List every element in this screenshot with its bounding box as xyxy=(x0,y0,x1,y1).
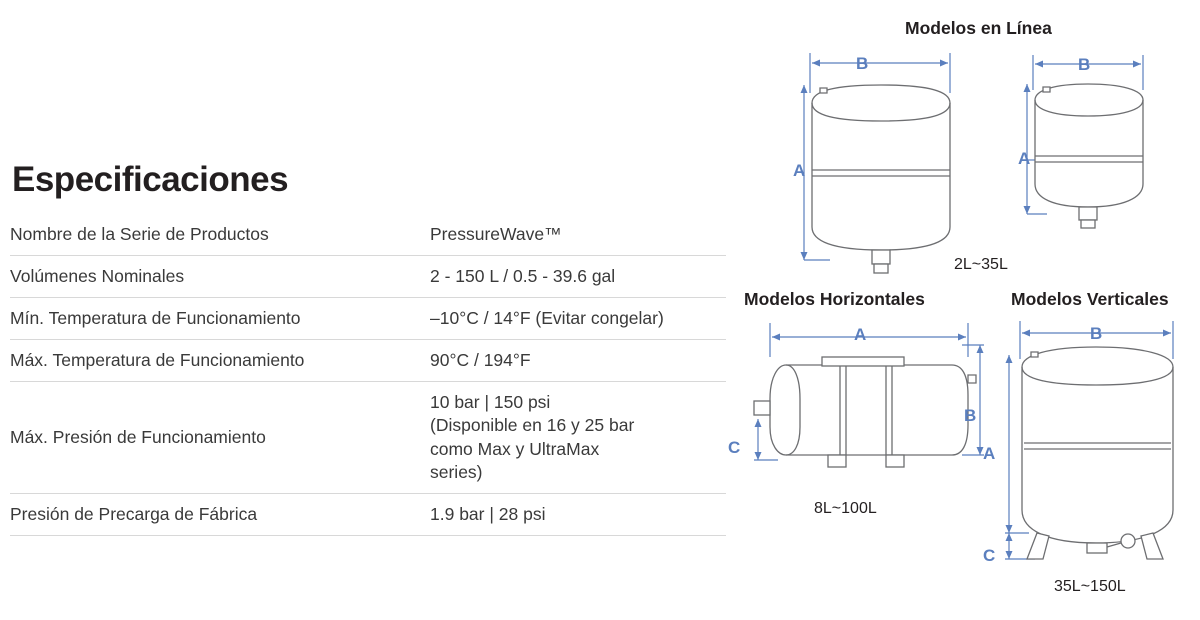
vertical-tank-drawing xyxy=(995,315,1200,575)
table-row xyxy=(10,214,726,256)
inline-models-heading: Modelos en Línea xyxy=(905,18,1052,38)
vertical-models-caption: 35L~150L xyxy=(1054,578,1126,595)
spec-value xyxy=(430,256,726,298)
spec-label: Volúmenes Nominales xyxy=(10,256,430,298)
spec-value-line: series) xyxy=(430,461,483,482)
spec-value xyxy=(430,214,726,256)
vertical-dimension-c: C xyxy=(983,546,996,565)
spec-label: Mín. Temperatura de Funcionamiento xyxy=(10,298,430,340)
spec-value-line: 2 - 150 L / 0.5 - 39.6 gal xyxy=(430,266,616,287)
spec-value-line: 90°C / 194°F xyxy=(430,350,531,371)
horizontal-models-heading: Modelos Horizontales xyxy=(744,289,925,309)
inline-large-tank-drawing xyxy=(790,45,1010,285)
horizontal-dimension-a: A xyxy=(854,325,867,344)
spec-label: Máx. Temperatura de Funcionamiento xyxy=(10,340,430,382)
horizontal-dimension-c: C xyxy=(728,438,741,457)
inline-small-dimension-a: A xyxy=(1018,149,1031,168)
horizontal-dimension-b: B xyxy=(964,406,977,425)
spec-value xyxy=(430,493,726,535)
table-row xyxy=(10,298,726,340)
table-row xyxy=(10,256,726,298)
inline-small-tank-drawing xyxy=(1015,50,1190,265)
spec-label: Nombre de la Serie de Productos xyxy=(10,214,430,256)
diagrams-panel xyxy=(730,0,1200,620)
spec-value-line: 1.9 bar | 28 psi xyxy=(430,503,546,524)
spec-value-line: PressureWave™ xyxy=(430,224,562,244)
spec-value-line: 10 bar | 150 psi xyxy=(430,392,551,413)
table-row xyxy=(10,493,726,535)
spec-value-line: –10°C / 14°F (Evitar congelar) xyxy=(430,308,664,329)
spec-value xyxy=(430,298,726,340)
inline-small-dimension-b: B xyxy=(1078,55,1091,74)
inline-models-caption: 2L~35L xyxy=(954,256,1008,273)
spec-label: Presión de Precarga de Fábrica xyxy=(10,493,430,535)
specifications-panel xyxy=(10,160,726,536)
specifications-table xyxy=(10,214,726,536)
inline-large-dimension-b: B xyxy=(856,54,869,73)
spec-value xyxy=(430,340,726,382)
inline-large-dimension-a: A xyxy=(793,161,806,180)
page-title: Especificaciones xyxy=(12,160,289,199)
vertical-dimension-a: A xyxy=(983,444,996,463)
spec-label: Máx. Presión de Funcionamiento xyxy=(10,382,430,493)
vertical-dimension-b: B xyxy=(1090,324,1103,343)
spec-value-line: (Disponible en 16 y 25 bar xyxy=(430,415,635,436)
horizontal-models-caption: 8L~100L xyxy=(814,500,877,517)
table-row xyxy=(10,382,726,493)
vertical-models-heading: Modelos Verticales xyxy=(1011,289,1169,309)
spec-value-line: como Max y UltraMax xyxy=(430,438,600,459)
spec-value xyxy=(430,382,726,493)
table-row xyxy=(10,340,726,382)
